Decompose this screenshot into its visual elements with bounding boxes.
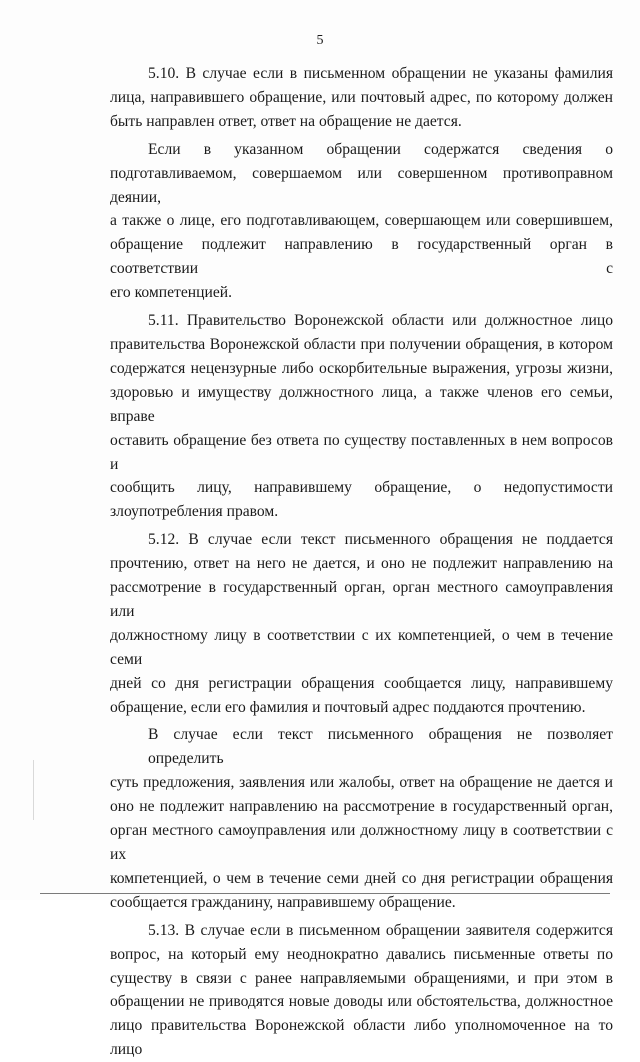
text-line: должностному лицу в соответствии с их компетенцией, о чем в течение семи — [110, 626, 613, 668]
text-line: а также о лице, его подготавливающем, совершающем или совершившем, — [110, 212, 613, 230]
text-line: компетенцией, о чем в течение семи дней со дня регистрации обращения — [110, 869, 613, 887]
page-number: 5 — [316, 33, 324, 48]
text-line: сообщается гражданину, направившему обращение. — [110, 893, 456, 911]
text-line: обращение подлежит направлению в государственный орган в соответствии с — [110, 236, 613, 278]
paragraph-5-11 — [110, 309, 613, 524]
text-line: 5.13. В случае если в письменном обращении заявителя содержится — [148, 921, 613, 939]
text-line: существу в связи с ранее направляемыми обращениями, и при этом в — [110, 969, 613, 987]
text-line: злоупотребления правом. — [110, 503, 279, 521]
text-line: Если в указанном обращении содержатся сведения о — [148, 140, 613, 158]
text-line: 5.11. Правительство Воронежской области или должностное лицо — [148, 312, 613, 330]
text-line: содержатся нецензурные либо оскорбительные выражения, угрозы жизни, — [110, 359, 613, 377]
text-line: здоровью и имуществу должностного лица, а также членов его семьи, вправе — [110, 383, 613, 425]
text-line: лицо правительства Воронежской области либо уполномоченное на то лицо — [110, 1017, 613, 1059]
text-line: подготавливаемом, совершаемом или совершенном противоправном деянии, — [110, 164, 613, 206]
text-line: рассмотрение в государственный орган, орган местного самоуправления или — [110, 579, 613, 620]
paragraph-5-10-part-2 — [110, 138, 613, 305]
text-line: 5.12. В случае если текст письменного обращения не поддается — [148, 531, 613, 549]
text-line: быть направлен ответ, ответ на обращение не дается. — [110, 112, 462, 130]
text-line: сообщить лицу, направившему обращение, о недопустимости — [110, 479, 613, 497]
page-bottom-edge — [40, 893, 610, 894]
text-line: вопрос, на который ему неоднократно давались письменные ответы по — [110, 945, 613, 963]
document-body — [110, 62, 613, 1062]
text-line: суть предложения, заявления или жалобы, ответ на обращение не дается и — [110, 774, 613, 792]
paragraph-5-12-part-2 — [110, 723, 613, 914]
text-line: обращение, если его фамилия и почтовый адрес поддаются прочтению. — [110, 698, 586, 716]
text-line: оставить обращение без ответа по существу поставленных в нем вопросов и — [110, 431, 613, 473]
text-line: орган местного самоуправления или должностному лицу в соответствии с их — [110, 822, 613, 863]
text-line: его компетенцией. — [110, 284, 232, 302]
text-line: дней со дня регистрации обращения сообщается лицу, направившему — [110, 674, 613, 692]
text-line: прочтению, ответ на него не дается, и оно не подлежит направлению на — [110, 555, 613, 573]
text-line: лица, направившего обращение, или почтовый адрес, по которому должен — [110, 88, 613, 106]
text-line: правительства Воронежской области при получении обращения, в котором — [110, 335, 613, 353]
scan-margin-mark — [33, 760, 34, 820]
text-line: оно не подлежит направлению на рассмотрение в государственный орган, — [110, 798, 613, 816]
text-line: обращении не приводятся новые доводы или обстоятельства, должностное — [110, 993, 613, 1011]
paragraph-5-10 — [110, 62, 613, 134]
text-line: 5.10. В случае если в письменном обращении не указаны фамилия — [148, 65, 613, 82]
paragraph-5-12 — [110, 528, 613, 719]
paragraph-5-13 — [110, 919, 613, 1062]
text-line: В случае если текст письменного обращения не позволяет определить — [148, 726, 613, 768]
